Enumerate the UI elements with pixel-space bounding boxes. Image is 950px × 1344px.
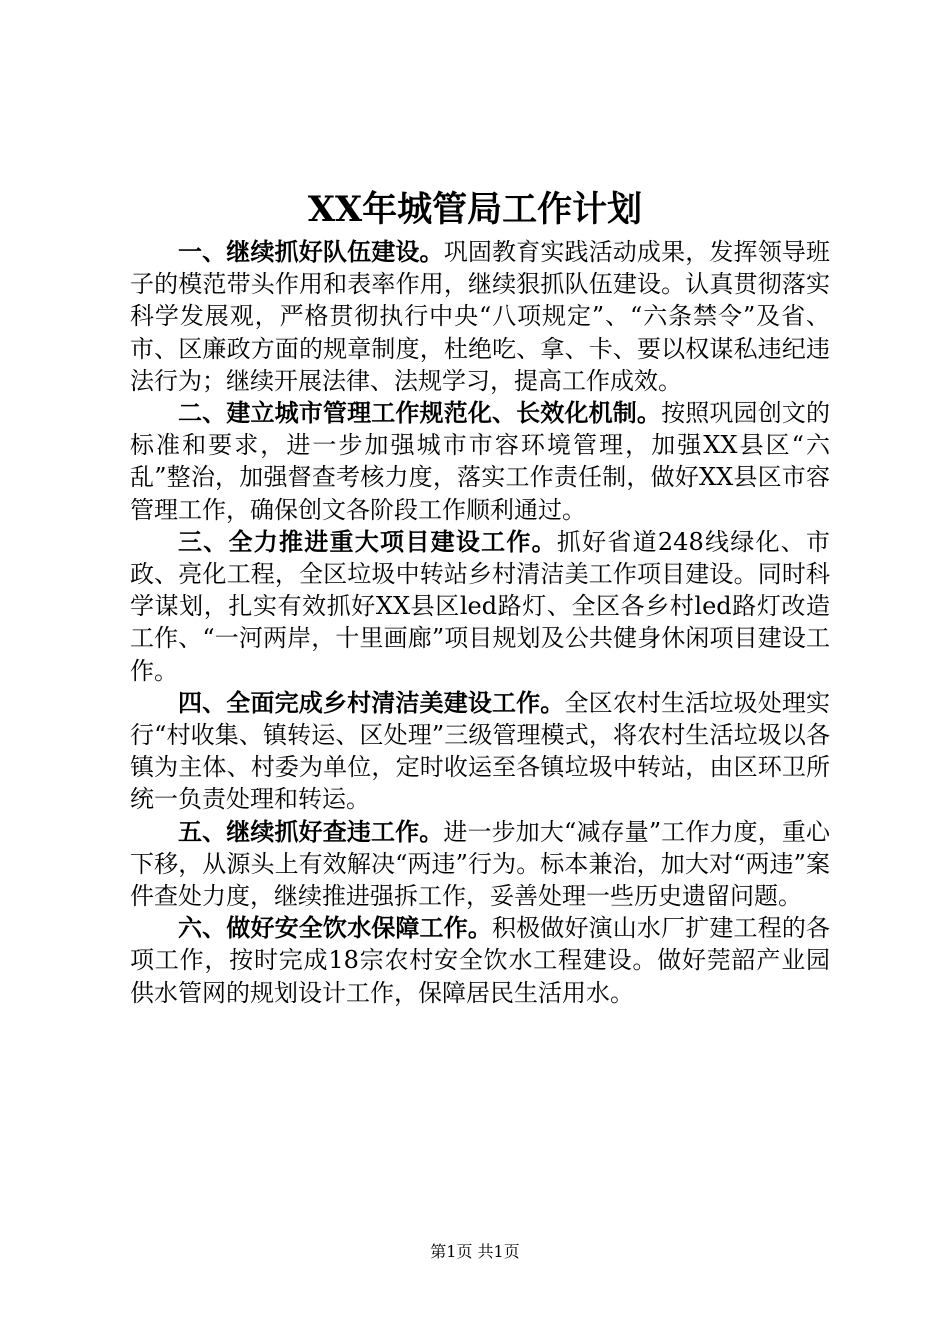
paragraph-text: 进一步加大“减存量”工作力度，重心下移，从源头上有效解决“两违”行为。标本兼治，加大对“两违”案件查处力度，继续推进强拆工作，妥善处理一些历史遗留问题。 [130,817,830,911]
paragraph-text: 全区农村生活垃圾处理实行“村收集、镇转运、区处理”三级管理模式，将农村生活垃圾以各镇为主体、村委为单位，定时收运至各镇垃圾中转站，由区环卫所统一负责处理和转运。 [130,688,831,814]
paragraph-urban-management-mechanism [130,397,830,526]
paragraph-heading: 三、全力推进重大项目建设工作。 [178,526,557,556]
paragraph-text: 积极做好演山水厂扩建工程的各项工作，按时完成18宗农村安全饮水工程建设。做好莞韶产业园供水管网的规划设计工作，保障居民生活用水。 [130,914,830,1007]
paragraph-heading: 一、继续抓好队伍建设。 [178,237,444,266]
document-body [130,236,830,1009]
paragraph-illegal-construction [130,816,830,913]
paragraph-text: 巩固教育实践活动成果，发挥领导班子的模范带头作用和表率作用，继续狠抓队伍建设。认真贯彻落实科学发展观，严格贯彻执行中央“八项规定”、“六条禁令”及省、市、区廉政方面的规章制度，杜绝吃、拿、卡、要以权谋私违纪违法行为；继续开展法律、法规学习，提高工作成效。 [130,238,831,395]
paragraph-drinking-water [130,912,830,1009]
paragraph-heading: 四、全面完成乡村清洁美建设工作。 [178,687,565,717]
paragraph-heading: 二、建立城市管理工作规范化、长效化机制。 [178,398,662,428]
paragraph-heading: 六、做好安全饮水保障工作。 [178,913,492,943]
paragraph-text: 抓好省道248线绿化、市政、亮化工程，全区垃圾中转站乡村清洁美工作项目建设。同时科学谋划，扎实有效抓好XX县区led路灯、全区各乡村led路灯改造工作、“一河两岸，十里画廊”项目规划及公共健身休闲项目建设工作。 [130,527,831,685]
paragraph-team-building [130,236,830,397]
paragraph-heading: 五、继续抓好查违工作。 [178,816,444,846]
paragraph-major-projects [130,526,830,687]
paragraph-rural-cleanliness [130,687,830,816]
document-title: XX年城管局工作计划 [307,189,643,230]
paragraph-text: 按照巩园创文的标准和要求，进一步加强城市市容环境管理，加强XX县区“六乱”整治，加强督查考核力度，落实工作责任制，做好XX县区市容管理工作，确保创文各阶段工作顺利通过。 [130,399,831,524]
page-number-footer: 第1页 共1页 [430,1242,520,1261]
